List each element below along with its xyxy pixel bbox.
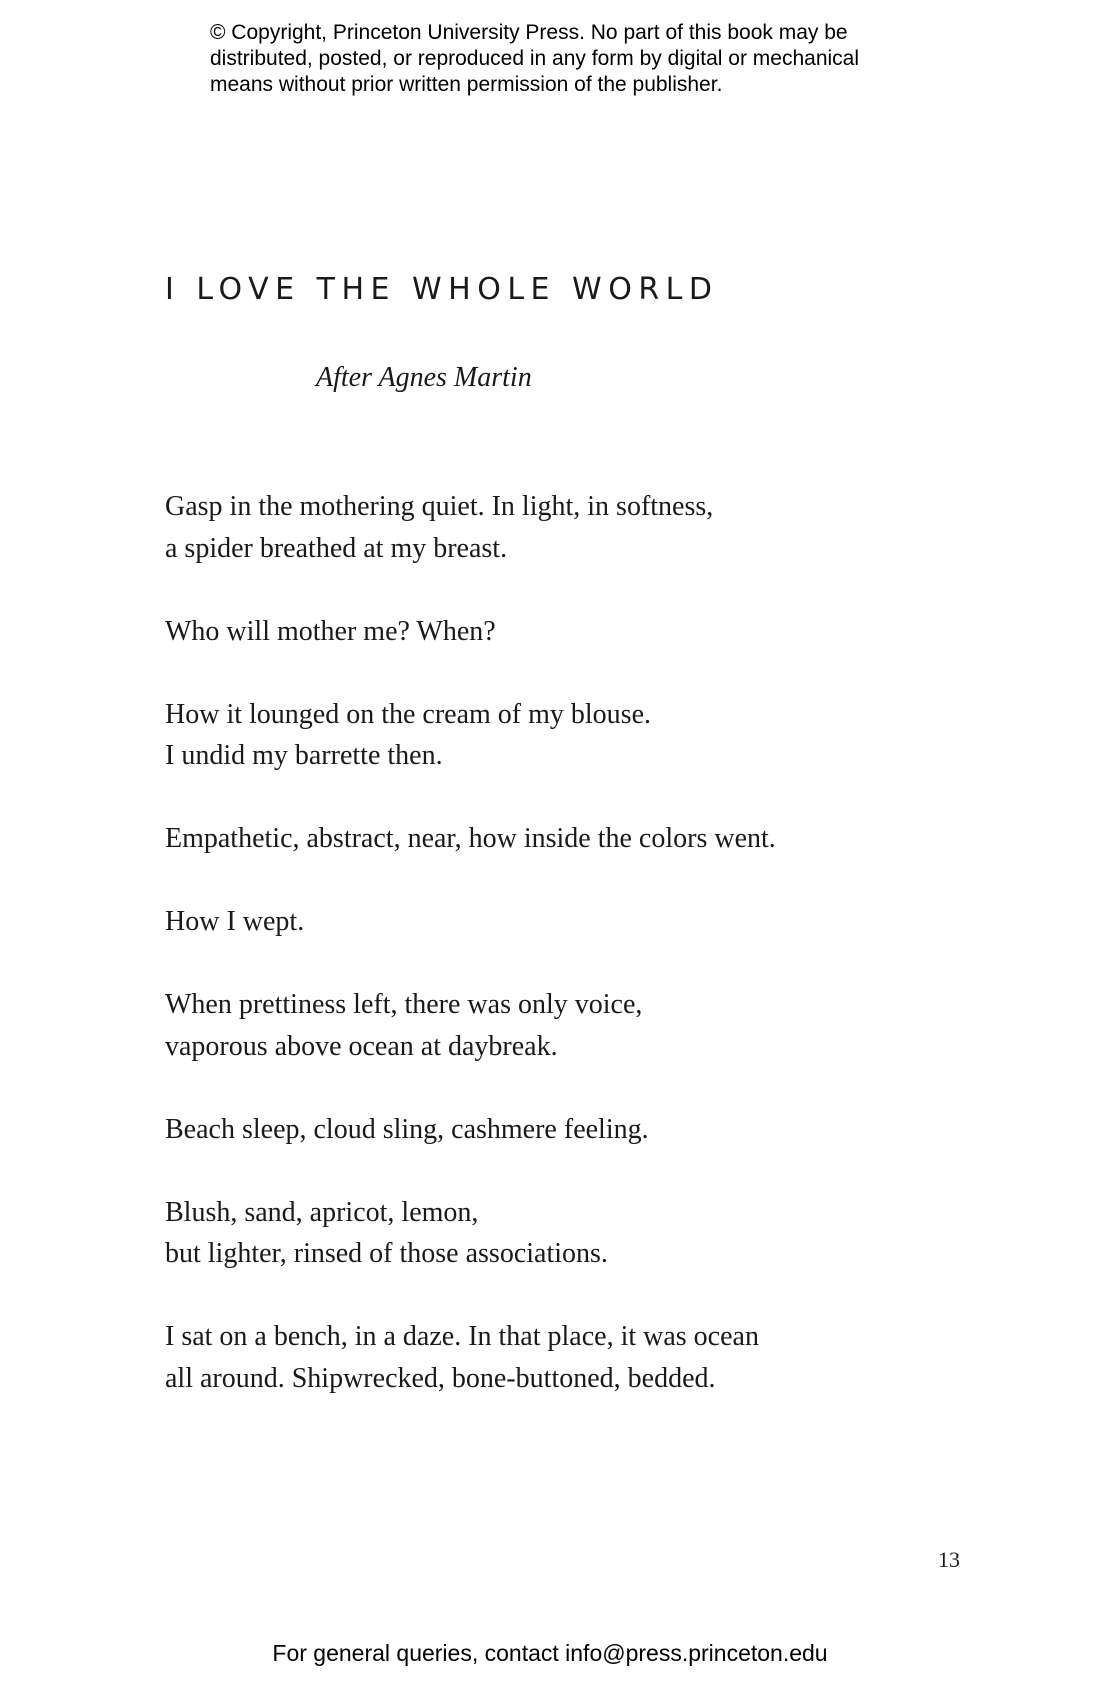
poem-line: When prettiness left, there was only voice,: [165, 989, 643, 1020]
poem-line: Empathetic, abstract, near, how inside the colors went.: [165, 823, 776, 854]
poem-line: all around. Shipwrecked, bone-buttoned, bedded.: [165, 1362, 716, 1394]
poem-line: How it lounged on the cream of my blouse.: [165, 698, 652, 730]
poem-line: a spider breathed at my breast.: [165, 532, 508, 564]
poem-line: Blush, sand, apricot, lemon,: [165, 1196, 479, 1228]
stanza: [165, 694, 965, 777]
page-number: 13: [938, 1547, 960, 1572]
poem-line: Gasp in the mothering quiet. In light, in softness,: [165, 491, 714, 522]
stanza: [165, 1192, 965, 1275]
stanza: [165, 611, 965, 653]
poem-line: Who will mother me? When?: [165, 615, 496, 647]
copyright-line: means without prior written permission of the publisher.: [210, 73, 723, 96]
stanza: [165, 1109, 965, 1151]
copyright-notice: [210, 20, 910, 98]
stanza: [165, 1316, 965, 1399]
poem-epigraph: After Agnes Martin: [316, 362, 532, 393]
copyright-line: © Copyright, Princeton University Press. No part of this book may be: [210, 21, 848, 44]
poem-line: I undid my barrette then.: [165, 740, 443, 771]
poem-line: I sat on a bench, in a daze. In that place, it was ocean: [165, 1321, 759, 1352]
stanza: [165, 818, 965, 860]
stanza: [165, 901, 965, 943]
poem-line: vaporous above ocean at daybreak.: [165, 1030, 558, 1062]
stanza: [165, 984, 965, 1067]
footer-contact: For general queries, contact info@press.princeton.edu: [272, 1640, 828, 1666]
copyright-line: distributed, posted, or reproduced in any form by digital or mechanical: [210, 47, 860, 70]
poem-body: [165, 486, 965, 1441]
poem-line: but lighter, rinsed of those associations.: [165, 1238, 608, 1269]
poem-line: How I wept.: [165, 906, 305, 937]
poem-line: Beach sleep, cloud sling, cashmere feeling.: [165, 1113, 649, 1145]
stanza: [165, 486, 965, 569]
poem-title: I LOVE THE WHOLE WORLD: [165, 272, 719, 307]
